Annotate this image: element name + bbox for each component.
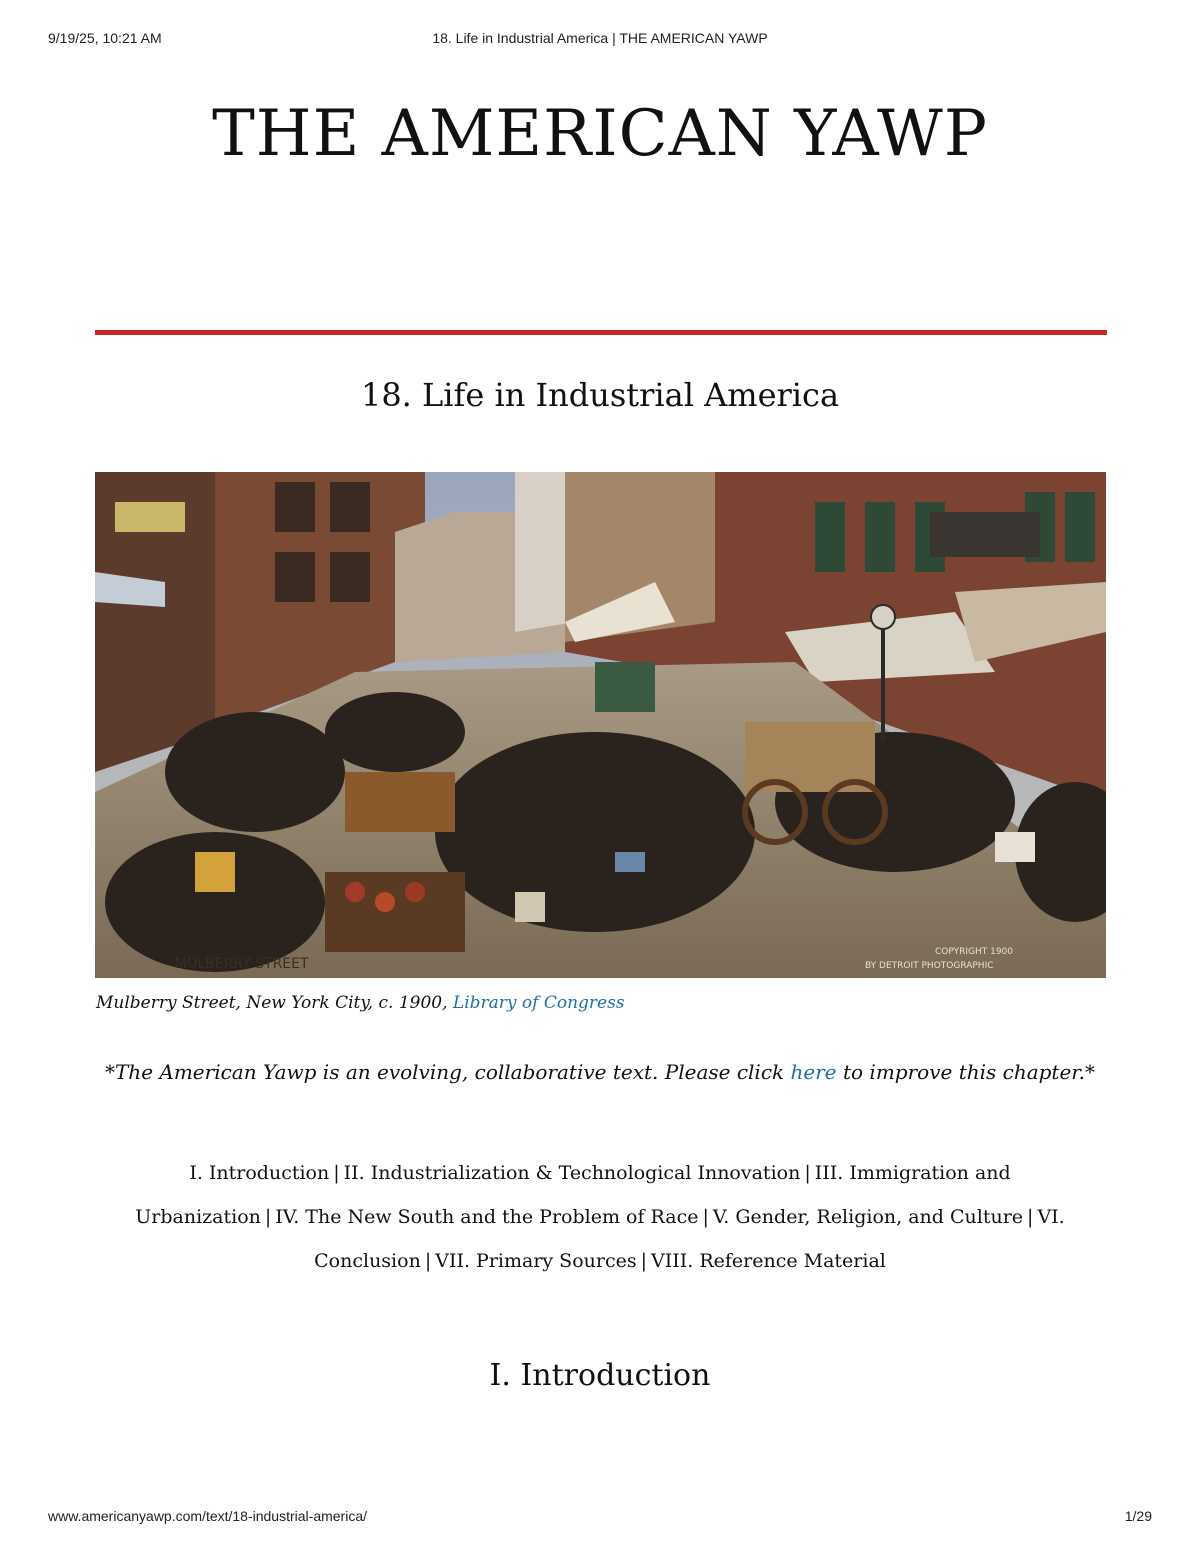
toc-item-primary-sources[interactable]: VII. Primary Sources [435, 1250, 637, 1272]
photo-watermark-right-2: BY DETROIT PHOTOGRAPHIC [865, 961, 994, 971]
caption-text: Mulberry Street, New York City, c. 1900, [96, 993, 453, 1013]
print-page-number: 1/29 [1124, 1508, 1152, 1524]
table-of-contents [110, 1151, 1090, 1283]
toc-separator: | [804, 1162, 811, 1184]
toc-item-industrialization[interactable]: II. Industrialization & Technological Innovation [343, 1162, 801, 1184]
site-title[interactable]: THE AMERICAN YAWP [212, 97, 988, 171]
toc-item-introduction[interactable]: I. Introduction [189, 1162, 330, 1184]
toc-item-new-south[interactable]: IV. The New South and the Problem of Race [275, 1206, 699, 1228]
toc-separator: | [424, 1250, 432, 1272]
improve-chapter-link[interactable]: here [790, 1060, 837, 1084]
photo-watermark-left: MULBERRY STREET [175, 956, 309, 972]
toc-item-gender-religion-culture[interactable]: V. Gender, Religion, and Culture [712, 1206, 1024, 1228]
toc-item-reference-material[interactable]: VIII. Reference Material [651, 1250, 886, 1272]
print-footer [48, 1508, 1152, 1528]
photo-watermark-right-1: COPYRIGHT 1900 [935, 947, 1014, 957]
toc-item-conclusion[interactable]: VI. Conclusion [314, 1206, 1065, 1272]
mulberry-street-photo [95, 472, 1106, 978]
chapter-title: 18. Life in Industrial America [360, 376, 840, 414]
toc-item-immigration[interactable]: III. Immigration and Urbanization [135, 1162, 1011, 1228]
hero-photo [95, 472, 1106, 978]
header-divider [95, 330, 1107, 335]
toc-separator: | [333, 1162, 340, 1184]
print-header [48, 30, 1152, 50]
toc-separator: | [264, 1206, 272, 1228]
toc-separator: | [1027, 1206, 1034, 1228]
section-heading-introduction: I. Introduction [489, 1358, 711, 1393]
caption-source-link[interactable]: Library of Congress [452, 993, 625, 1013]
note-text-before: *The American Yawp is an evolving, collaborative text. Please click [104, 1060, 791, 1084]
print-page-title: 18. Life in Industrial America | THE AMERICAN YAWP [432, 30, 768, 46]
toc-separator: | [640, 1250, 647, 1272]
toc-separator: | [702, 1206, 709, 1228]
print-timestamp: 9/19/25, 10:21 AM [48, 30, 162, 46]
collaborative-note [0, 1060, 1200, 1084]
note-text-after: to improve this chapter.* [836, 1060, 1096, 1084]
print-url: www.americanyawp.com/text/18-industrial-america/ [48, 1508, 367, 1524]
photo-caption [96, 993, 625, 1013]
